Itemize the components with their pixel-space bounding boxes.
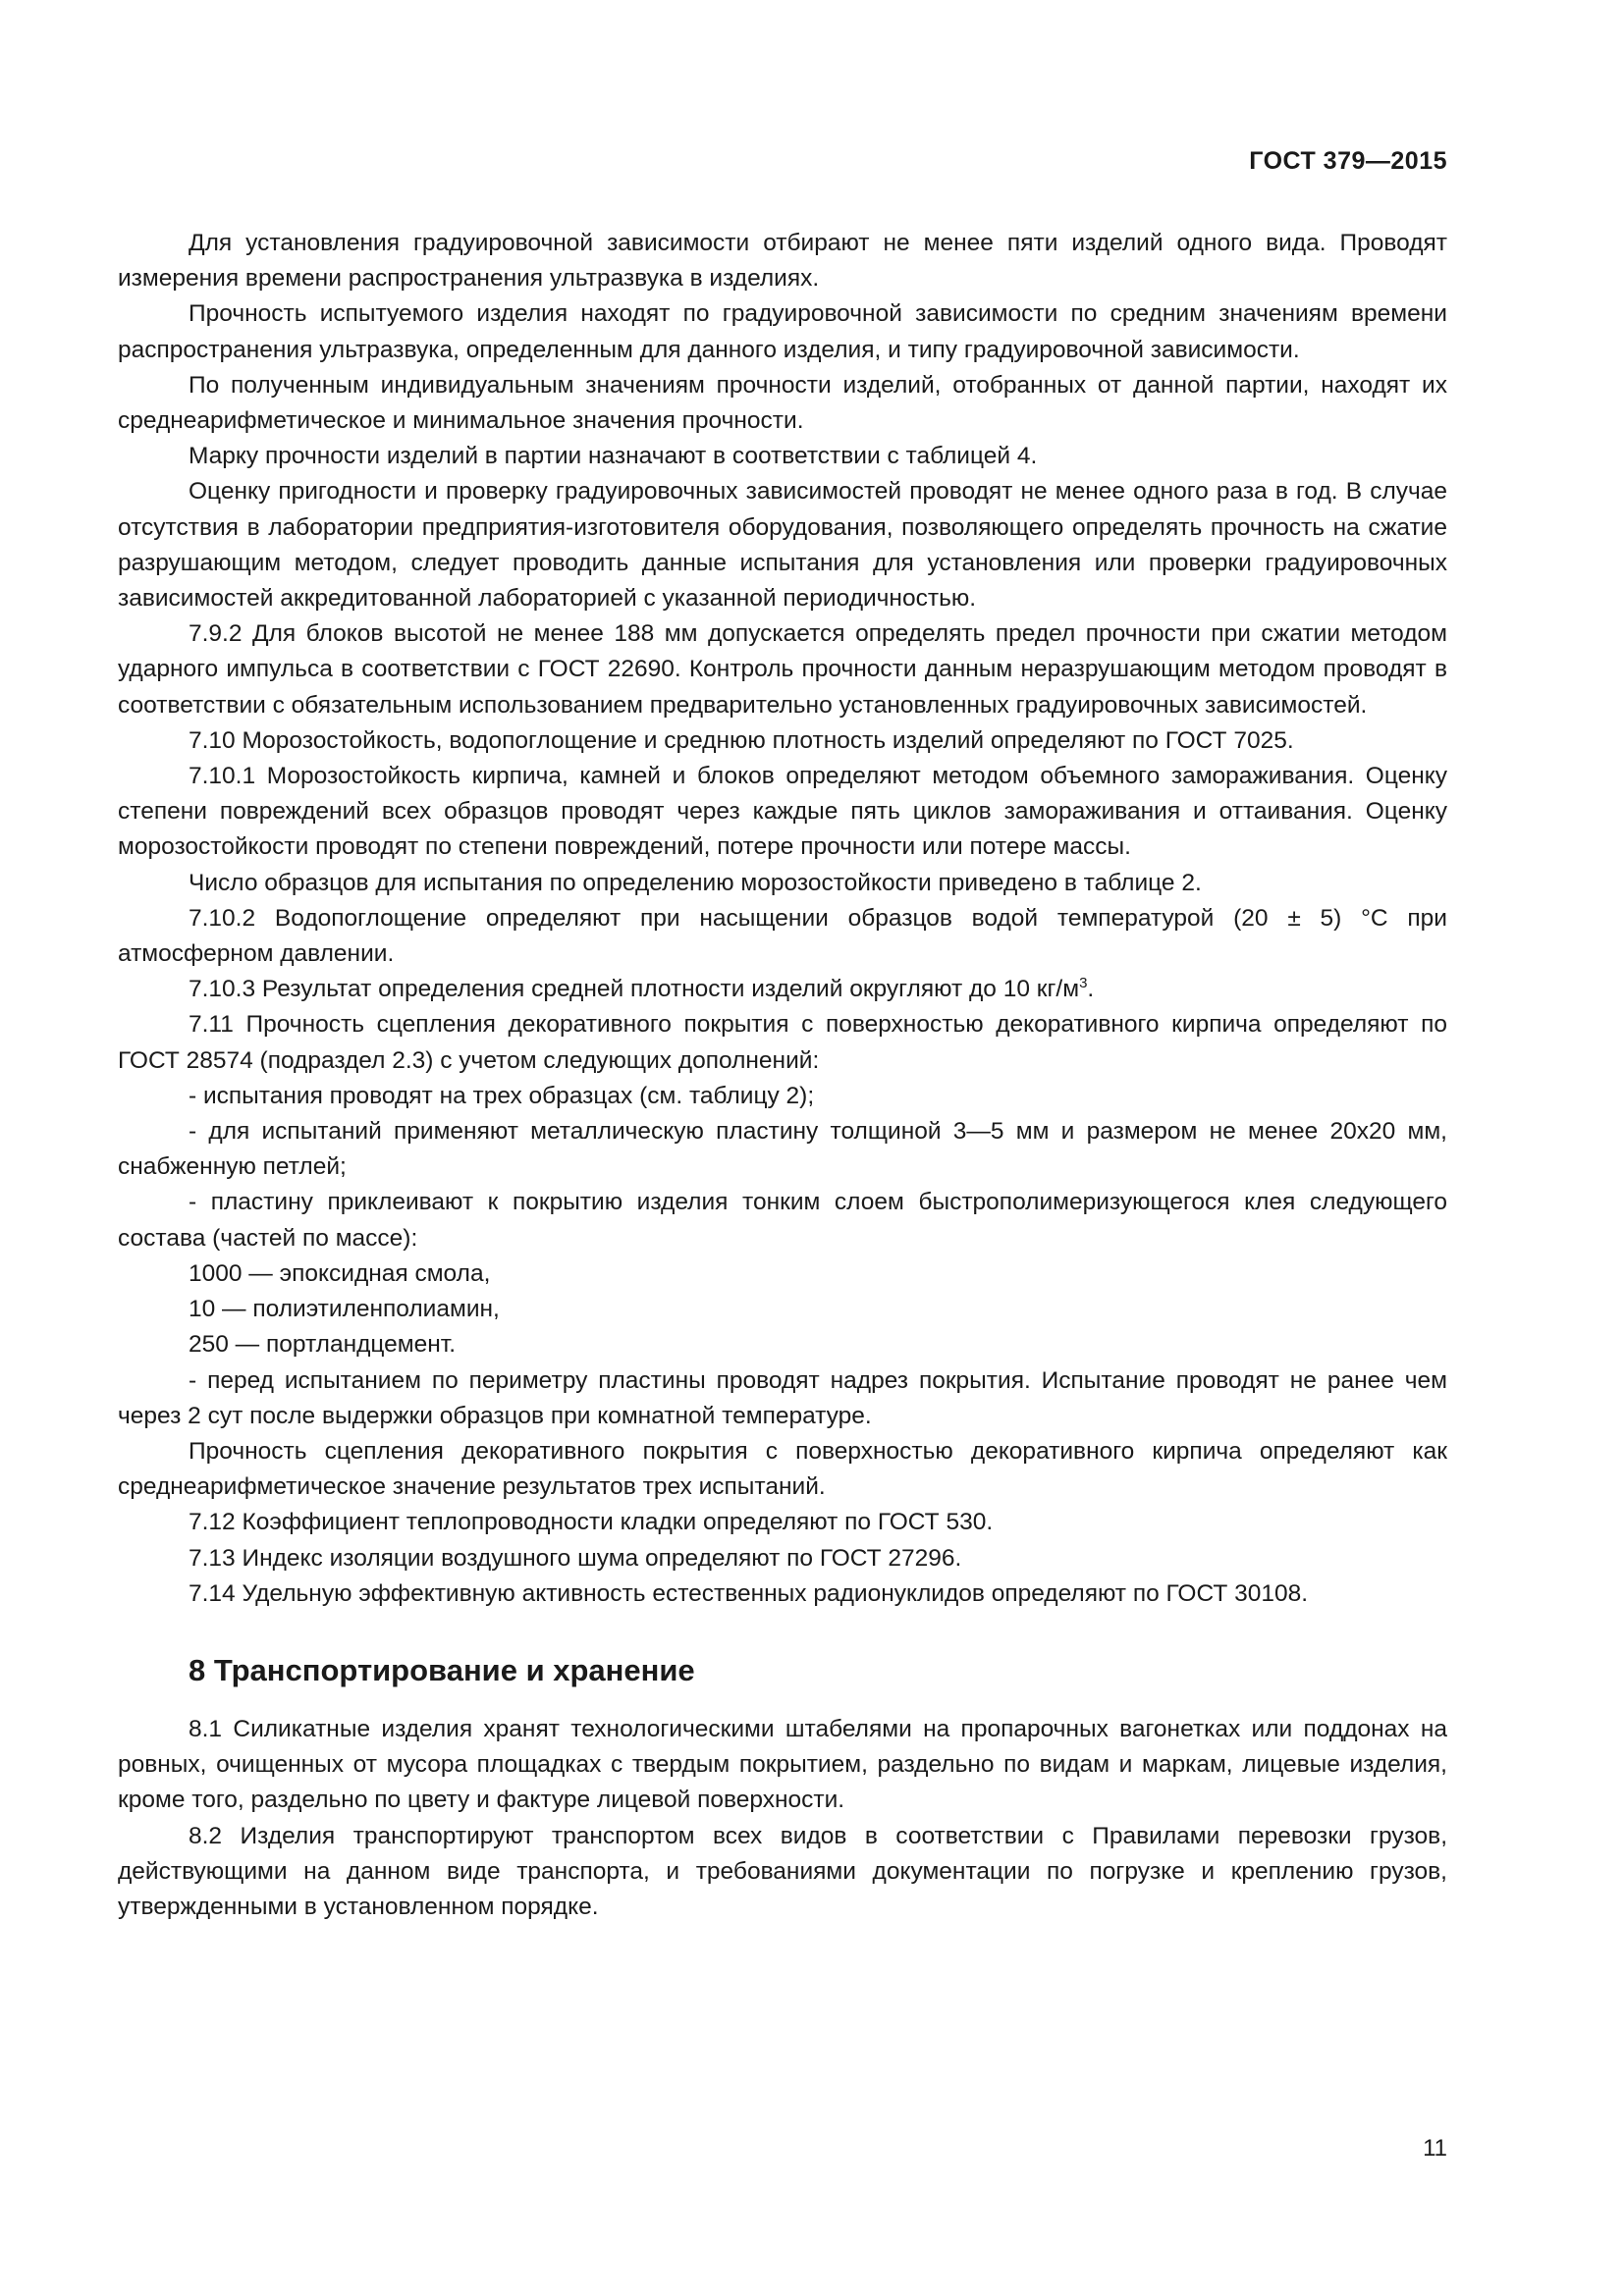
paragraph: Прочность сцепления декоративного покрытия с поверхностью декоративного кирпича определяют как среднеарифметическое значение результатов трех испытаний.	[118, 1437, 1447, 1501]
paragraph: Число образцов для испытания по определению морозостойкости приведено в таблице 2.	[189, 869, 1202, 896]
paragraph: По полученным индивидуальным значениям прочности изделий, отобранных от данной партии, находят их среднеарифметическое и минимальное значения прочности.	[118, 371, 1447, 435]
clause-7-11: 7.11 Прочность сцепления декоративного покрытия с поверхностью декоративного кирпича определяют по ГОСТ 28574 (подраздел 2.3) с учетом следующих дополнений:	[118, 1011, 1447, 1074]
section-heading: 8 Транспортирование и хранение	[189, 1652, 695, 1687]
clause-8-2: 8.2 Изделия транспортируют транспортом всех видов в соответствии с Правилами перевозки грузов, действующими на данном виде транспорта, и требованиями документации по погрузке и креплению грузов, утвержденными в установленном порядке.	[118, 1822, 1447, 1920]
clause-7-10-1: 7.10.1 Морозостойкость кирпича, камней и блоков определяют методом объемного замораживания. Оценку степени повреждений всех образцов проводят через каждые пять циклов замораживания и оттаивания. Оценку морозостойкости проводят по степени повреждений, потере прочности или потере массы.	[118, 763, 1447, 861]
superscript-unit: 3	[1079, 975, 1088, 992]
clause-8-1: 8.1 Силикатные изделия хранят технологическими штабелями на пропарочных вагонетках или поддонах на ровных, очищенных от мусора площадках с твердым покрытием, раздельно по видам и маркам, лицевые изделия, кроме того, раздельно по цвету и фактуре лицевой поверхности.	[118, 1715, 1447, 1814]
list-item: - пластину приклеивают к покрытию изделия тонким слоем быстрополимеризующегося клея следующего состава (частей по массе):	[118, 1189, 1447, 1252]
paragraph: Марку прочности изделий в партии назначают в соответствии с таблицей 4.	[189, 443, 1038, 470]
list-item: - перед испытанием по периметру пластины проводят надрез покрытия. Испытание проводят не ранее чем через 2 сут после выдержки образцов при комнатной температуре.	[118, 1366, 1447, 1429]
page-body	[118, 226, 1447, 1925]
paragraph: Для установления градуировочной зависимости отбирают не менее пяти изделий одного вида. Проводят измерения времени распространения ультразвука в изделиях.	[118, 230, 1447, 293]
clause-7-10-2: 7.10.2 Водопоглощение определяют при насыщении образцов водой температурой (20 ± 5) °С при атмосферном давлении.	[118, 904, 1447, 968]
clause-7-10-3-suffix: .	[1087, 976, 1095, 1003]
clause-7-10: 7.10 Морозостойкость, водопоглощение и среднюю плотность изделий определяют по ГОСТ 7025.	[189, 726, 1294, 754]
list-item: - испытания проводят на трех образцах (см. таблицу 2);	[189, 1082, 815, 1109]
composition-item: 1000 — эпоксидная смола,	[189, 1259, 491, 1287]
clause-7-13: 7.13 Индекс изоляции воздушного шума определяют по ГОСТ 27296.	[189, 1544, 962, 1572]
clause-7-14: 7.14 Удельную эффективную активность естественных радионуклидов определяют по ГОСТ 30108.	[189, 1579, 1309, 1607]
document-id: ГОСТ 379—2015	[1249, 147, 1447, 175]
clause-7-12: 7.12 Коэффициент теплопроводности кладки определяют по ГОСТ 530.	[189, 1509, 994, 1536]
page-number: 11	[1423, 2135, 1447, 2162]
list-item: - для испытаний применяют металлическую пластину толщиной 3—5 мм и размером не менее 20x20 мм, снабженную петлей;	[118, 1118, 1447, 1181]
paragraph: Оценку пригодности и проверку градуировочных зависимостей проводят не менее одного раза в год. В случае отсутствия в лаборатории предприятия-изготовителя оборудования, позволяющего определять прочность на сжатие разрушающим методом, следует проводить данные испытания для установления или проверки градуировочных зависимостей аккредитованной лабораторией с указанной периодичностью.	[118, 478, 1447, 613]
clause-7-10-3	[118, 972, 1447, 1007]
composition-item: 250 — портландцемент.	[189, 1331, 457, 1359]
clause-7-10-3-text: 7.10.3 Результат определения средней плотности изделий округляют до 10 кг/м	[189, 976, 1080, 1003]
composition-item: 10 — полиэтиленполиамин,	[189, 1296, 500, 1323]
paragraph: Прочность испытуемого изделия находят по градуировочной зависимости по средним значениям времени распространения ультразвука, определенным для данного изделия, и типу градуировочной зависимости.	[118, 300, 1447, 363]
clause-7-9-2: 7.9.2 Для блоков высотой не менее 188 мм допускается определять предел прочности при сжатии методом ударного импульса в соответствии с ГОСТ 22690. Контроль прочности данным неразрушающим методом проводят в соответствии с обязательным использованием предварительно установленных градуировочных зависимостей.	[118, 620, 1447, 719]
